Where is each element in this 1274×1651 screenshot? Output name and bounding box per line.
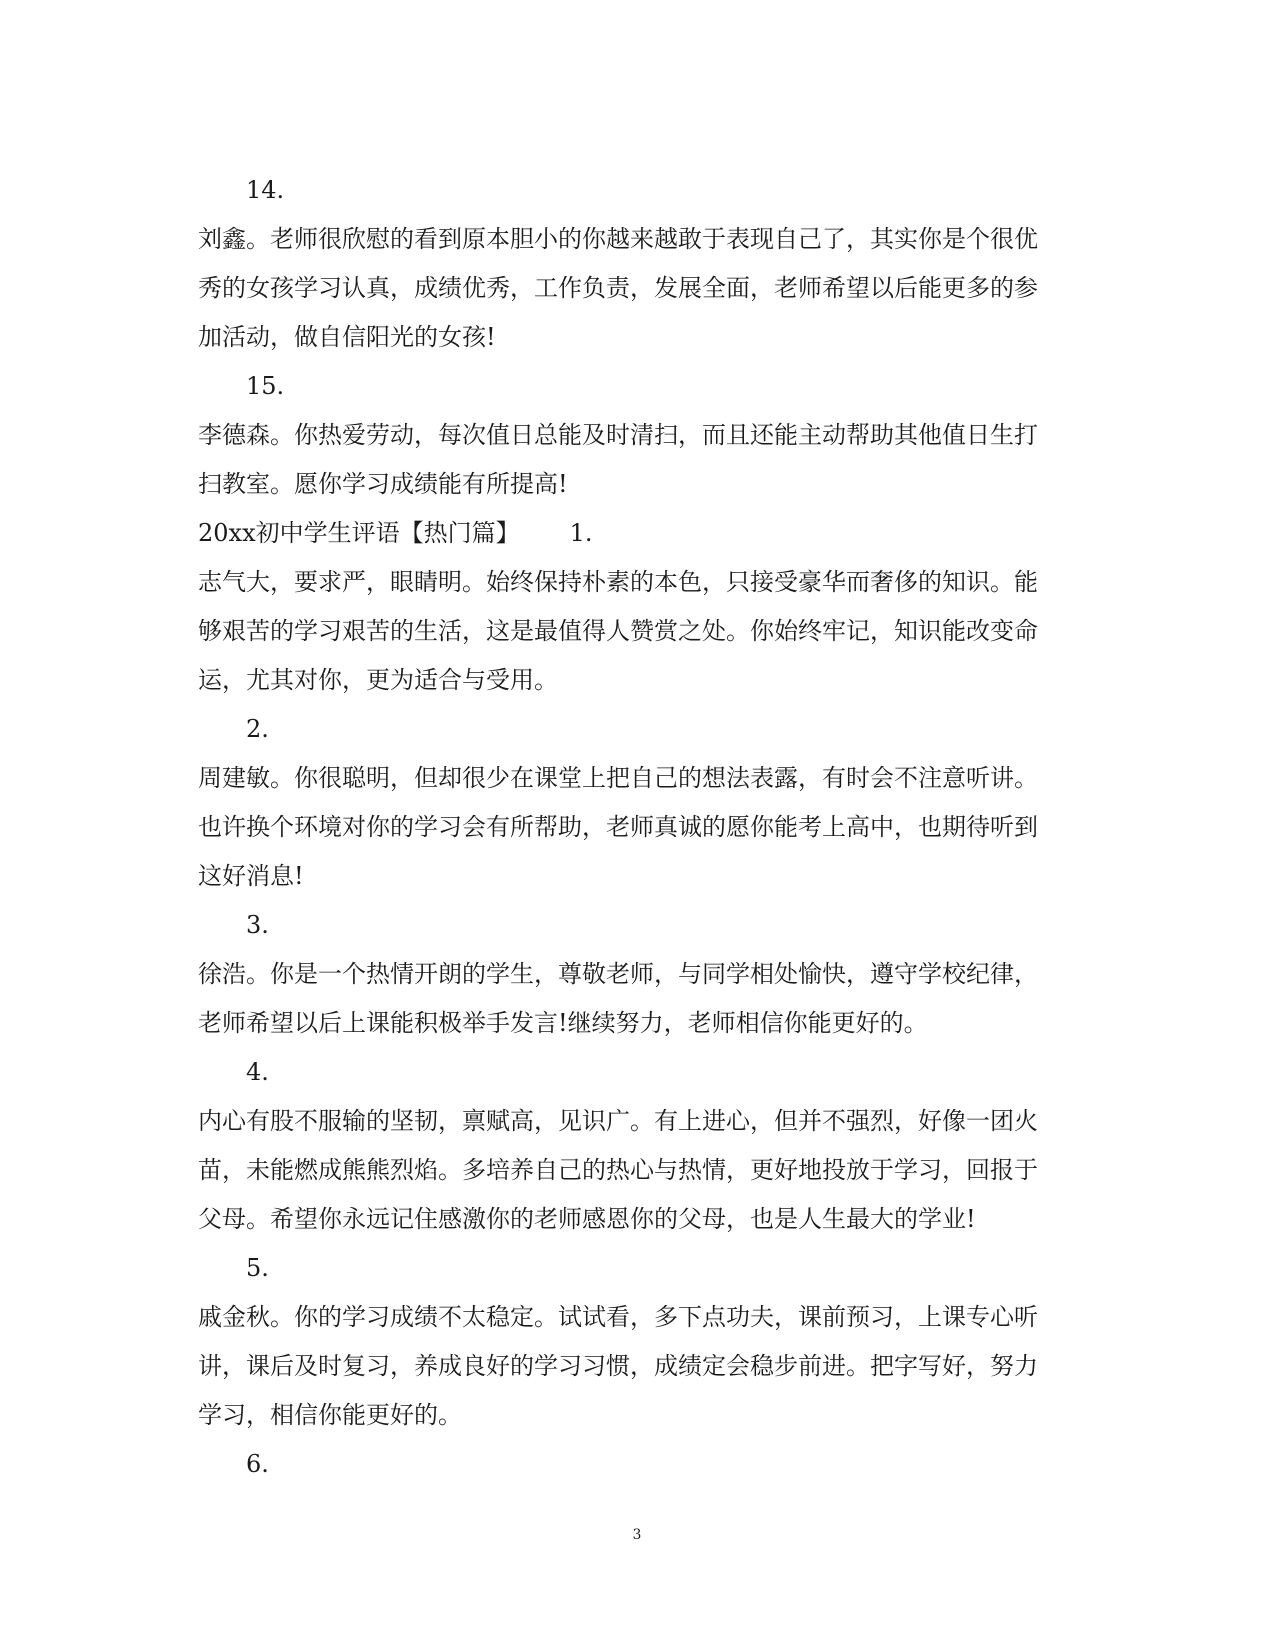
- page-number: 3: [632, 1527, 642, 1543]
- section-heading: 20xx初中学生评语【热门篇】: [198, 519, 520, 547]
- body-text-line: 够艰苦的学习艰苦的生活，这是最值得人赞赏之处。你始终牢记，知识能改变命: [198, 617, 1038, 645]
- body-text-line: 讲，课后及时复习，养成良好的学习习惯，成绩定会稳步前进。把字写好，努力: [198, 1352, 1038, 1380]
- section-heading-line: [198, 509, 1078, 558]
- body-text-line: 周建敏。你很聪明，但却很少在课堂上把自己的想法表露，有时会不注意听讲。: [198, 764, 1038, 792]
- body-text-line: 志气大，要求严，眼睛明。始终保持朴素的本色，只接受豪华而奢侈的知识。能: [198, 568, 1038, 596]
- body-text-line: 秀的女孩学习认真，成绩优秀，工作负责，发展全面，老师希望以后能更多的参: [198, 274, 1038, 302]
- body-text-line: 戚金秋。你的学习成绩不太稳定。试试看，多下点功夫，课前预习，上课专心听: [198, 1303, 1038, 1331]
- item-number: 14.: [246, 176, 285, 204]
- body-text-line: 也许换个环境对你的学习会有所帮助，老师真诚的愿你能考上高中，也期待听到: [198, 813, 1038, 841]
- item-number: 2.: [246, 715, 269, 743]
- document-body: [198, 166, 1078, 1489]
- body-text-line: 这好消息!: [198, 862, 304, 890]
- body-text-line: 刘鑫。老师很欣慰的看到原本胆小的你越来越敢于表现自己了，其实你是个很优: [198, 225, 1038, 253]
- body-text-line: 父母。希望你永远记住感激你的老师感恩你的父母，也是人生最大的学业!: [198, 1205, 976, 1233]
- body-text-line: 内心有股不服输的坚韧，禀赋高，见识广。有上进心，但并不强烈，好像一团火: [198, 1107, 1038, 1135]
- body-text-line: 运，尤其对你，更为适合与受用。: [198, 666, 558, 694]
- body-text-line: 学习，相信你能更好的。: [198, 1401, 462, 1429]
- item-number: 3.: [246, 911, 269, 939]
- body-text-line: 老师希望以后上课能积极举手发言!继续努力，老师相信你能更好的。: [198, 1009, 928, 1037]
- item-number: 6.: [246, 1450, 269, 1478]
- body-text-line: 徐浩。你是一个热情开朗的学生，尊敬老师，与同学相处愉快，遵守学校纪律，: [198, 960, 1038, 988]
- item-number: 5.: [246, 1254, 269, 1282]
- item-number: 4.: [246, 1058, 269, 1086]
- item-number: 15.: [246, 372, 285, 400]
- body-text-line: 苗，未能燃成熊熊烈焰。多培养自己的热心与热情，更好地投放于学习，回报于: [198, 1156, 1038, 1184]
- item-number: 1.: [569, 519, 593, 547]
- body-text-line: 扫教室。愿你学习成绩能有所提高!: [198, 470, 568, 498]
- body-text-line: 李德森。你热爱劳动，每次值日总能及时清扫，而且还能主动帮助其他值日生打: [198, 421, 1038, 449]
- body-text-line: 加活动，做自信阳光的女孩!: [198, 323, 496, 351]
